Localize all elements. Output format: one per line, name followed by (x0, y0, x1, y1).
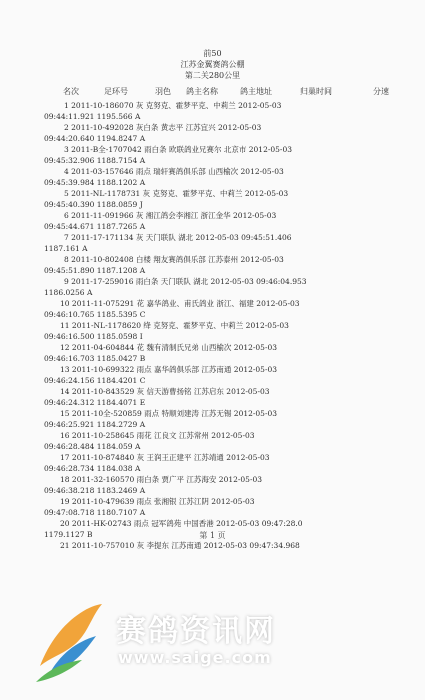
sheet-heading-rank: 前50 (203, 49, 222, 58)
row-main-line: 20 2011-HK-02743 雨点 冠军鸽苑 中国香港 2012-05-03 09:47:28.0 (60, 519, 303, 528)
row-main-line: 19 2011-10-479639 雨点 张湘银 江苏江阴 2012-05-03 (60, 497, 255, 506)
column-header-row (0, 86, 425, 100)
col-owner: 鸽主名称 (186, 87, 218, 96)
table-row (0, 431, 425, 453)
row-wrap-line: 1179.1127 B (44, 530, 93, 539)
row-wrap-line: 09:44:11.921 1195.566 A (44, 112, 141, 121)
table-row (0, 343, 425, 365)
row-main-line: 16 2011-10-258645 雨花 江良文 江苏常州 2012-05-03 (60, 431, 255, 440)
row-main-line: 2 2011-10-492028 灰白条 黄志平 江苏宜兴 2012-05-03 (64, 123, 262, 132)
row-main-line: 3 2011-B全-1707042 雨白条 欧联鸽业兄赛尔 北京市 2012-05-03 (64, 145, 293, 154)
row-wrap-line: 09:46:24.312 1184.4071 E (44, 398, 146, 407)
table-row (0, 321, 425, 343)
row-wrap-line: 09:45:44.671 1187.7265 A (44, 222, 146, 231)
row-wrap-line: 1186.0256 A (44, 288, 93, 297)
row-main-line: 6 2011-11-091966 灰 湘江鸽会李湘江 浙江金华 2012-05-03 (64, 211, 277, 220)
row-main-line: 12 2011-04-604844 花 魏有清制氏兄弟 山西榆次 2012-05-03 (60, 343, 278, 352)
row-wrap-line: 09:45:32.906 1188.7154 A (44, 156, 146, 165)
watermark-url: www.saige.com (118, 648, 272, 667)
row-main-line: 13 2011-10-699322 雨点 嘉华鸽俱乐部 江苏南通 2012-05-03 (60, 365, 278, 374)
row-main-line: 4 2011-03-157646 雨点 瑞轩赛鸽俱乐部 山西榆次 2012-05-03 (64, 167, 284, 176)
row-main-line: 8 2011-10-802408 白楼 翔友赛鸽俱乐部 江苏泰州 2012-05-03 (64, 255, 284, 264)
row-wrap-line: 09:45:39.984 1188.1202 A (44, 178, 146, 187)
race-stage: 第二关280公里 (184, 71, 241, 80)
col-ring: 足环号 (104, 87, 128, 96)
table-row (0, 189, 425, 211)
table-row (0, 211, 425, 233)
row-main-line: 17 2011-10-874840 灰 王润王正建平 江苏靖通 2012-05-03 (60, 453, 270, 462)
row-main-line: 9 2011-17-259016 雨白条 天门联队 湖北 2012-05-03 09:46:04.953 (64, 277, 307, 286)
row-main-line: 21 2011-10-757010 灰 李提东 江苏南通 2012-05-03 09:47:34.968 (60, 541, 300, 550)
pigeon-logo-icon (30, 596, 108, 686)
table-row (0, 167, 425, 189)
watermark-site-name: 赛鸽资讯网 (116, 614, 276, 649)
row-main-line: 7 2011-17-171134 灰 天门联队 湖北 2012-05-03 09:45:51.406 (64, 233, 292, 242)
row-main-line: 18 2011-32-160570 雨白条 贾广平 江苏海安 2012-05-03 (60, 475, 263, 484)
row-main-line: 1 2011-10-186070 灰 克努克、霍梦平克、中莉兰 2012-05-03 (64, 101, 282, 110)
col-color: 羽色 (155, 87, 171, 96)
page-number: 第 1 页 (199, 531, 226, 540)
row-wrap-line: 09:44:20.640 1194.8247 A (44, 134, 146, 143)
row-wrap-line: 09:46:28.484 1184.059 A (44, 442, 141, 451)
table-row (0, 475, 425, 497)
row-wrap-line: 09:46:16.500 1185.0598 I (44, 332, 143, 341)
row-main-line: 15 2011-10全-520859 雨点 特顺刘建涛 江苏无锡 2012-05-03 (60, 409, 278, 418)
col-arrival: 归巢时间 (300, 87, 332, 96)
col-speed: 分速 (373, 87, 389, 96)
row-wrap-line: 09:45:51.890 1187.1208 A (44, 266, 146, 275)
table-row (0, 277, 425, 299)
loft-name: 江苏金翼赛鸽公棚 (180, 60, 245, 69)
table-row (0, 299, 425, 321)
table-row (0, 387, 425, 409)
row-wrap-line: 09:45:40.390 1188.0859 J (44, 200, 143, 209)
table-row (0, 409, 425, 431)
table-row (0, 233, 425, 255)
table-row (0, 453, 425, 475)
col-rank: 名次 (63, 87, 79, 96)
table-row (0, 365, 425, 387)
watermark (0, 590, 425, 700)
table-row (0, 123, 425, 145)
row-main-line: 14 2011-10-843529 灰 信天游曹扬铭 江苏启东 2012-05-03 (60, 387, 270, 396)
col-address: 鸽主地址 (240, 87, 272, 96)
row-wrap-line: 09:46:16.703 1185.0427 B (44, 354, 146, 363)
row-main-line: 11 2011-NL-1178620 绛 克努克、霍梦平克、中莉兰 2012-05-03 (60, 321, 289, 330)
table-row (0, 255, 425, 277)
row-wrap-line: 09:46:24.156 1184.4201 C (44, 376, 146, 385)
row-wrap-line: 09:46:25.921 1184.2729 A (44, 420, 146, 429)
row-wrap-line: 1187.161 A (44, 244, 88, 253)
row-wrap-line: 09:47:08.718 1180.7107 A (44, 508, 146, 517)
table-row (0, 101, 425, 123)
table-row (0, 145, 425, 167)
row-wrap-line: 09:46:10.765 1185.5395 C (44, 310, 146, 319)
row-main-line: 10 2011-11-075291 花 嘉华鸽业、甫氏鸽业 浙江、福建 2012-05-03 (60, 299, 300, 308)
row-main-line: 5 2011-NL-1178731 灰 克努克、霍梦平克、中莉兰 2012-05-03 (64, 189, 289, 198)
row-wrap-line: 09:46:28.734 1184.038 A (44, 464, 141, 473)
table-row (0, 541, 425, 563)
table-row (0, 497, 425, 519)
results-table (0, 101, 425, 563)
row-wrap-line: 09:46:38.218 1183.2469 A (44, 486, 146, 495)
